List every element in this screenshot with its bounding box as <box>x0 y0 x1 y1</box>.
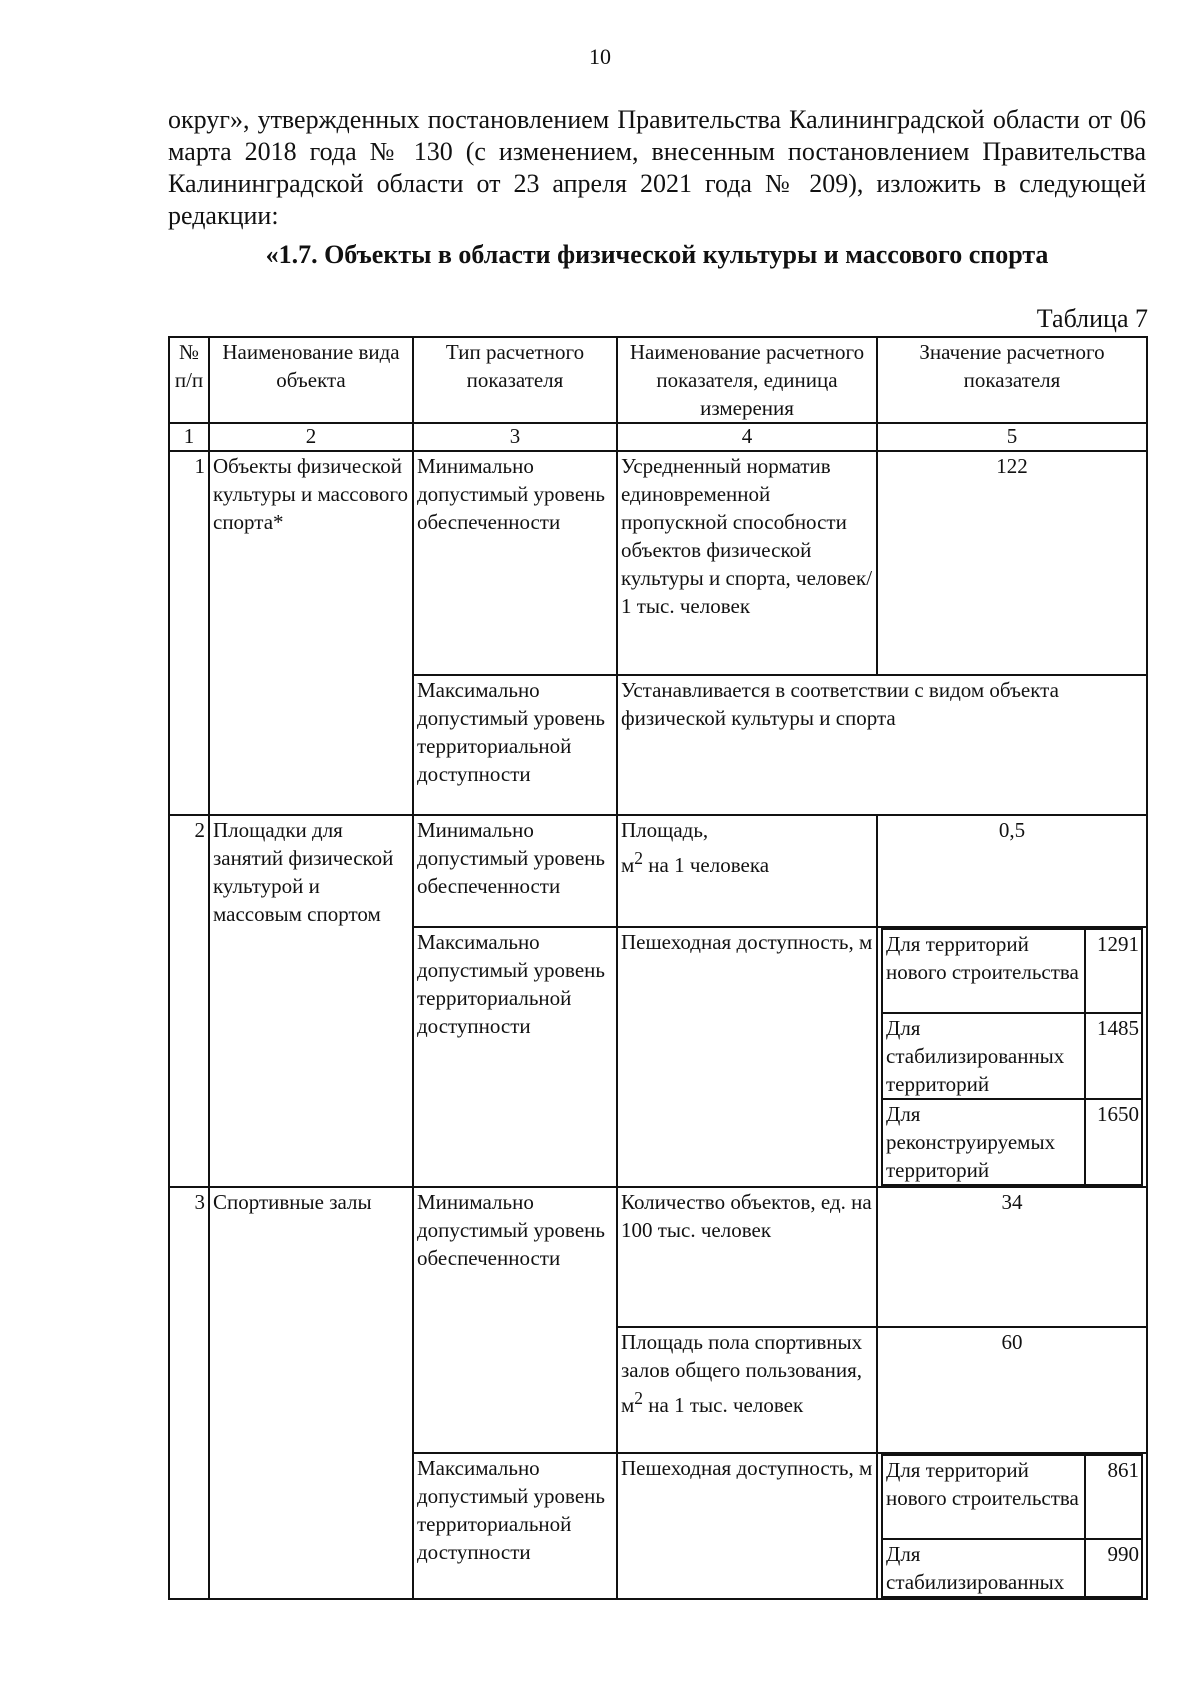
section-heading: «1.7. Объекты в области физической культуры и массового спорта <box>265 240 1049 269</box>
indicator-name <box>617 815 877 927</box>
indicator-type: Минимально допустимый уровень обеспеченности <box>413 1187 617 1453</box>
territory-row <box>882 929 1142 1013</box>
indicator-value: 122 <box>877 451 1147 675</box>
territory-label: Для реконструируемых территорий <box>882 1099 1085 1185</box>
column-number: 1 <box>169 423 209 451</box>
indicator-name: Пешеходная доступность, м <box>617 927 877 1187</box>
territory-label: Для стабилизированных территорий <box>882 1013 1085 1099</box>
indicator-name: Пешеходная доступность, м <box>617 1453 877 1599</box>
row-number: 2 <box>169 815 209 1187</box>
indicator-text: Площадь, <box>621 818 709 842</box>
indicator-name: Количество объектов, ед. на 100 тыс. человек <box>617 1187 877 1327</box>
header-cell: Наименование вида объекта <box>209 337 413 423</box>
unit-exponent: 2 <box>634 848 644 868</box>
table-label: Таблица 7 <box>1036 304 1148 333</box>
row-number: 3 <box>169 1187 209 1599</box>
indicator-type: Максимально допустимый уровень территориальной доступности <box>413 1453 617 1599</box>
header-cell: Значение расчетного показателя <box>877 337 1147 423</box>
column-number: 4 <box>617 423 877 451</box>
table-row <box>169 1187 1147 1327</box>
indicator-name: Усредненный норматив единовременной пропускной способности объектов физической культуры и спорта, человек/ 1 тыс. человек <box>617 451 877 675</box>
unit-suffix: на 1 тыс. человек <box>643 1393 804 1417</box>
territory-value: 1291 <box>1085 929 1142 1013</box>
territory-row <box>882 1013 1142 1099</box>
page-number: 10 <box>589 44 611 69</box>
indicator-value: 60 <box>877 1327 1147 1453</box>
header-row <box>169 337 1147 423</box>
territory-value: 1650 <box>1085 1099 1142 1185</box>
indicator-note: Устанавливается в соответствии с видом объекта физической культуры и спорта <box>617 675 1147 815</box>
indicator-type: Максимально допустимый уровень территориальной доступности <box>413 675 617 815</box>
standards-table <box>168 336 1148 1600</box>
header-cell: Тип расчетного показателя <box>413 337 617 423</box>
territory-values <box>877 927 1147 1187</box>
indicator-name <box>617 1327 877 1453</box>
column-number-row <box>169 423 1147 451</box>
territory-subtable <box>881 1454 1143 1598</box>
unit-text: м <box>621 853 635 877</box>
territory-label: Для территорий нового строительства <box>882 1455 1085 1539</box>
table-row <box>169 815 1147 927</box>
unit-exponent: 2 <box>634 1388 644 1408</box>
territory-row <box>882 1539 1142 1597</box>
column-number: 5 <box>877 423 1147 451</box>
territory-row <box>882 1099 1142 1185</box>
object-name: Спортивные залы <box>209 1187 413 1599</box>
territory-value: 990 <box>1085 1539 1142 1597</box>
territory-values <box>877 1453 1147 1599</box>
territory-value: 861 <box>1085 1455 1142 1539</box>
territory-label: Для стабилизированных <box>882 1539 1085 1597</box>
object-name: Объекты физической культуры и массового спорта* <box>209 451 413 815</box>
indicator-type: Минимально допустимый уровень обеспеченности <box>413 451 617 675</box>
column-number: 2 <box>209 423 413 451</box>
indicator-value: 34 <box>877 1187 1147 1327</box>
header-cell: № п/п <box>169 337 209 423</box>
row-number: 1 <box>169 451 209 815</box>
column-number: 3 <box>413 423 617 451</box>
unit-suffix: на 1 человека <box>643 853 770 877</box>
territory-subtable <box>881 928 1143 1186</box>
indicator-type: Минимально допустимый уровень обеспеченности <box>413 815 617 927</box>
indicator-text: Площадь пола спортивных залов общего пользования, м <box>621 1330 863 1417</box>
territory-value: 1485 <box>1085 1013 1142 1099</box>
header-cell: Наименование расчетного показателя, единица измерения <box>617 337 877 423</box>
table-row <box>169 451 1147 675</box>
indicator-type: Максимально допустимый уровень территориальной доступности <box>413 927 617 1187</box>
object-name: Площадки для занятий физической культурой и массовым спортом <box>209 815 413 1187</box>
territory-label: Для территорий нового строительства <box>882 929 1085 1013</box>
intro-paragraph: округ», утвержденных постановлением Правительства Калининградской области от 06 марта 2018 года № 130 (с изменением, внесенным постановлением Правительства Калининградской области от 23 апреля 2021 года № 209), изложить в следующей редакции: <box>168 105 1146 230</box>
territory-row <box>882 1455 1142 1539</box>
indicator-value: 0,5 <box>877 815 1147 927</box>
